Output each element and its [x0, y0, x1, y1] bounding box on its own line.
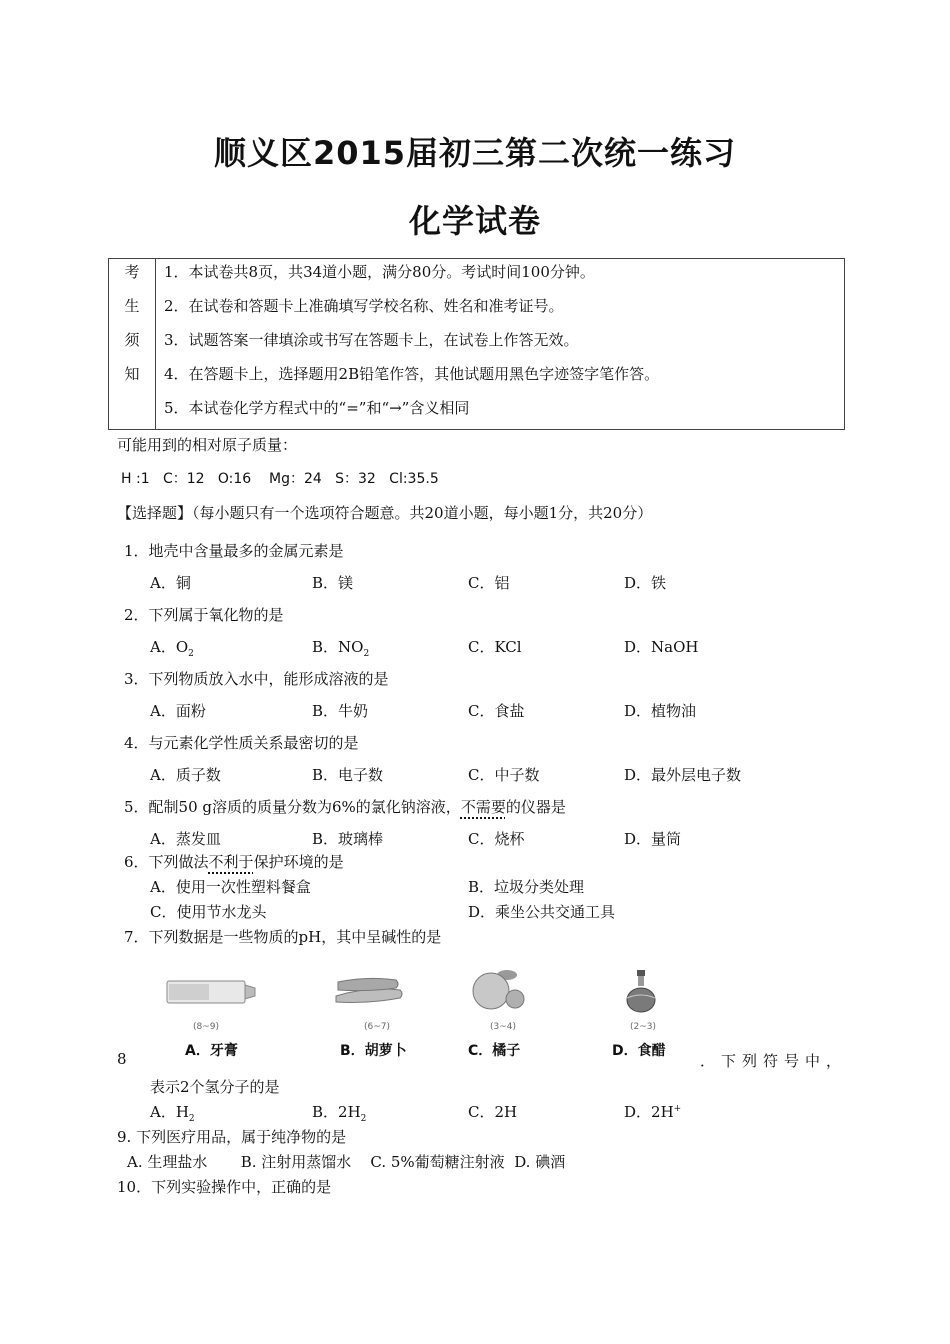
option-c: C．食盐: [468, 702, 525, 720]
exam-notice-box: [108, 258, 845, 430]
question-stem: 7．下列数据是一些物质的pH，其中呈碱性的是: [124, 928, 442, 946]
question-stem: ．下列符号中，: [700, 1052, 848, 1070]
notice-side-char: 生: [124, 297, 140, 315]
question-stem: 9. 下列医疗用品，属于纯净物的是: [117, 1128, 347, 1146]
notice-side-char: 须: [124, 331, 140, 349]
toothpaste-icon: [165, 975, 257, 1009]
page-title: 顺义区2015届初三第二次统一练习: [213, 134, 737, 172]
item-label: D．食醋: [612, 1043, 666, 1059]
notice-rule: 5．本试卷化学方程式中的“=”和“→”含义相同: [164, 399, 470, 417]
option-c: C．KCl: [468, 638, 522, 656]
notice-side-char: 考: [124, 263, 140, 281]
ph-label: (8~9): [193, 1022, 220, 1032]
option-c: C．铝: [468, 574, 510, 592]
option-a: A．面粉: [150, 702, 206, 720]
option-b: B．牛奶: [312, 702, 369, 720]
ph-label: (2~3): [630, 1022, 657, 1032]
option-b: B．镁: [312, 574, 354, 592]
vinegar-bottle-icon: [622, 968, 662, 1014]
notice-rule: 3．试题答案一律填涂或书写在答题卡上，在试卷上作答无效。: [164, 331, 579, 349]
notice-side-char: 知: [124, 365, 140, 383]
orange-icon: [465, 965, 527, 1013]
option-d: D．乘坐公共交通工具: [468, 903, 616, 921]
option-d: D．植物油: [624, 702, 697, 720]
notice-rule: 2．在试卷和答题卡上准确填写学校名称、姓名和准考证号。: [164, 297, 564, 315]
atomic-mass-label: 可能用到的相对原子质量：: [117, 436, 298, 454]
option-c: C．烧杯: [468, 830, 525, 848]
question-stem: 3．下列物质放入水中，能形成溶液的是: [124, 670, 389, 688]
option-c: C．2H: [468, 1103, 518, 1121]
question-stem: 5．配制50 g溶质的质量分数为6%的氯化钠溶液，不需要的仪器是: [124, 798, 566, 816]
option-d: D．NaOH: [624, 638, 699, 656]
page-subtitle: 化学试卷: [408, 202, 541, 240]
option-a: A．质子数: [150, 766, 221, 784]
option-a: A．$O_2$: [150, 638, 194, 659]
section-header: 【选择题】（每小题只有一个选项符合题意。共20道小题，每小题1分，共20分）: [117, 504, 653, 522]
option-b: B．垃圾分类处理: [468, 878, 585, 896]
question-stem: 表示2个氢分子的是: [150, 1078, 280, 1096]
question-stem: 2．下列属于氧化物的是: [124, 606, 284, 624]
option-b: B．玻璃棒: [312, 830, 384, 848]
option-b: B．$2H_2$: [312, 1103, 367, 1124]
option-c: C．使用节水龙头: [150, 903, 267, 921]
notice-rule: 1．本试卷共8页，共34道小题，满分80分。考试时间100分钟。: [164, 263, 595, 281]
question-number: 8: [117, 1050, 127, 1068]
question-stem: 10．下列实验操作中，正确的是: [117, 1178, 332, 1196]
item-label: A．牙膏: [185, 1043, 238, 1059]
question-stem: 1．地壳中含量最多的金属元素是: [124, 542, 344, 560]
option-c: C．中子数: [468, 766, 540, 784]
notice-rule: 4．在答题卡上，选择题用2B铅笔作答，其他试题用黑色字迹签字笔作答。: [164, 365, 660, 383]
option-b: B．电子数: [312, 766, 384, 784]
atomic-mass-values: H :1 C：12 O:16 Mg：24 S：32 Cl:35.5: [121, 471, 439, 487]
option-a: A．蒸发皿: [150, 830, 221, 848]
option-d: D．2H+: [624, 1103, 682, 1121]
ph-label: (6~7): [364, 1022, 391, 1032]
carrot-icon: [328, 970, 408, 1010]
option-d: D．量筒: [624, 830, 682, 848]
emphasis: 不利于: [208, 853, 254, 871]
item-label: C．橘子: [468, 1043, 521, 1059]
option-d: D．最外层电子数: [624, 766, 742, 784]
emphasis: 不需要: [460, 798, 506, 816]
question-stem: 6．下列做法不利于保护环境的是: [124, 853, 344, 871]
notice-rules: [156, 259, 845, 430]
option-a: A．$H_2$: [150, 1103, 195, 1124]
option-a: A．使用一次性塑料餐盒: [150, 878, 311, 896]
ph-label: (3~4): [490, 1022, 517, 1032]
notice-side-label: [109, 259, 156, 430]
option-d: D．铁: [624, 574, 667, 592]
option-a: A．铜: [150, 574, 191, 592]
question-options: A. 生理盐水 B. 注射用蒸馏水 C. 5%葡萄糖注射液 D. 碘酒: [127, 1153, 566, 1171]
question-stem: 4．与元素化学性质关系最密切的是: [124, 734, 359, 752]
option-b: B．$NO_2$: [312, 638, 370, 659]
item-label: B．胡萝卜: [340, 1043, 407, 1059]
